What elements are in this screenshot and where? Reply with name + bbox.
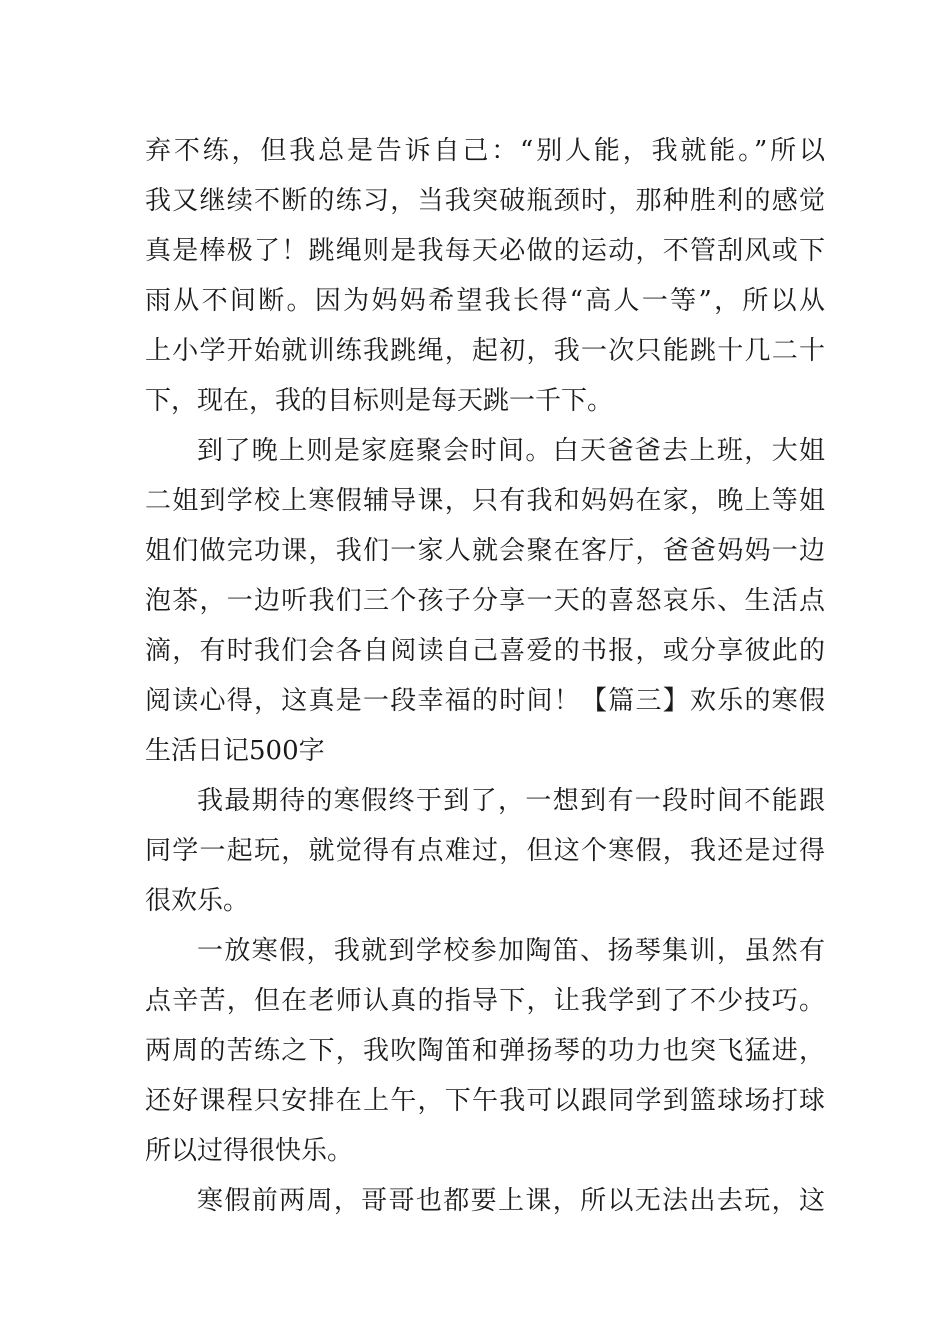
text-line-content: 两周的苦练之下，我吹陶笛和弹扬琴的功力也突飞猛进， (145, 1036, 825, 1066)
text-line (145, 526, 825, 576)
text-line (145, 726, 825, 776)
text-line (145, 1176, 825, 1226)
text-line (145, 1026, 825, 1076)
text-line (145, 926, 825, 976)
text-line (145, 176, 825, 226)
text-line-content: 上小学开始就训练我跳绳，起初，我一次只能跳十几二十 (145, 336, 825, 366)
text-line-content: 很欢乐。 (145, 886, 250, 916)
text-line-content: 泡茶，一边听我们三个孩子分享一天的喜怒哀乐、生活点 (145, 586, 825, 616)
text-line (145, 626, 825, 676)
text-line (145, 976, 825, 1026)
text-line (145, 576, 825, 626)
text-line-content: 我最期待的寒假终于到了，一想到有一段时间不能跟 (197, 786, 825, 816)
text-line (145, 1076, 825, 1126)
text-line (145, 1126, 825, 1176)
text-line (145, 876, 825, 926)
text-line-content: 真是棒极了！跳绳则是我每天必做的运动，不管刮风或下 (145, 236, 825, 266)
text-line-content: 下，现在，我的目标则是每天跳一千下。 (145, 386, 614, 416)
text-line (145, 826, 825, 876)
text-line-content: 雨从不间断。因为妈妈希望我长得“高人一等”，所以从 (145, 286, 825, 316)
text-line-content: 点辛苦，但在老师认真的指导下，让我学到了不少技巧。 (145, 986, 825, 1016)
text-line-content: 一放寒假，我就到学校参加陶笛、扬琴集训，虽然有 (197, 936, 825, 966)
text-line (145, 676, 825, 726)
text-line-content: 生活日记500字 (145, 736, 325, 766)
text-line-content: 弃不练，但我总是告诉自己：“别人能，我就能。”所以 (145, 136, 825, 166)
text-line (145, 476, 825, 526)
text-line (145, 426, 825, 476)
text-line-content: 所以过得很快乐。 (145, 1136, 354, 1166)
text-line-content: 到了晚上则是家庭聚会时间。白天爸爸去上班，大姐 (197, 436, 825, 466)
text-line (145, 126, 825, 176)
text-line (145, 776, 825, 826)
text-line-content: 还好课程只安排在上午，下午我可以跟同学到篮球场打球 (145, 1086, 825, 1116)
text-line-content: 同学一起玩，就觉得有点难过，但这个寒假，我还是过得 (145, 836, 825, 866)
text-line-content: 我又继续不断的练习，当我突破瓶颈时，那种胜利的感觉 (145, 186, 825, 216)
text-line-content: 寒假前两周，哥哥也都要上课，所以无法出去玩，这 (197, 1186, 825, 1216)
text-line (145, 376, 825, 426)
text-line-content: 姐们做完功课，我们一家人就会聚在客厅，爸爸妈妈一边 (145, 536, 825, 566)
text-line (145, 226, 825, 276)
document-body (145, 126, 825, 1226)
text-line-content: 滴，有时我们会各自阅读自己喜爱的书报，或分享彼此的 (145, 636, 825, 666)
text-line (145, 326, 825, 376)
text-line-content: 阅读心得，这真是一段幸福的时间！【篇三】欢乐的寒假 (145, 686, 825, 716)
text-line (145, 276, 825, 326)
text-line-content: 二姐到学校上寒假辅导课，只有我和妈妈在家，晚上等姐 (145, 486, 825, 516)
